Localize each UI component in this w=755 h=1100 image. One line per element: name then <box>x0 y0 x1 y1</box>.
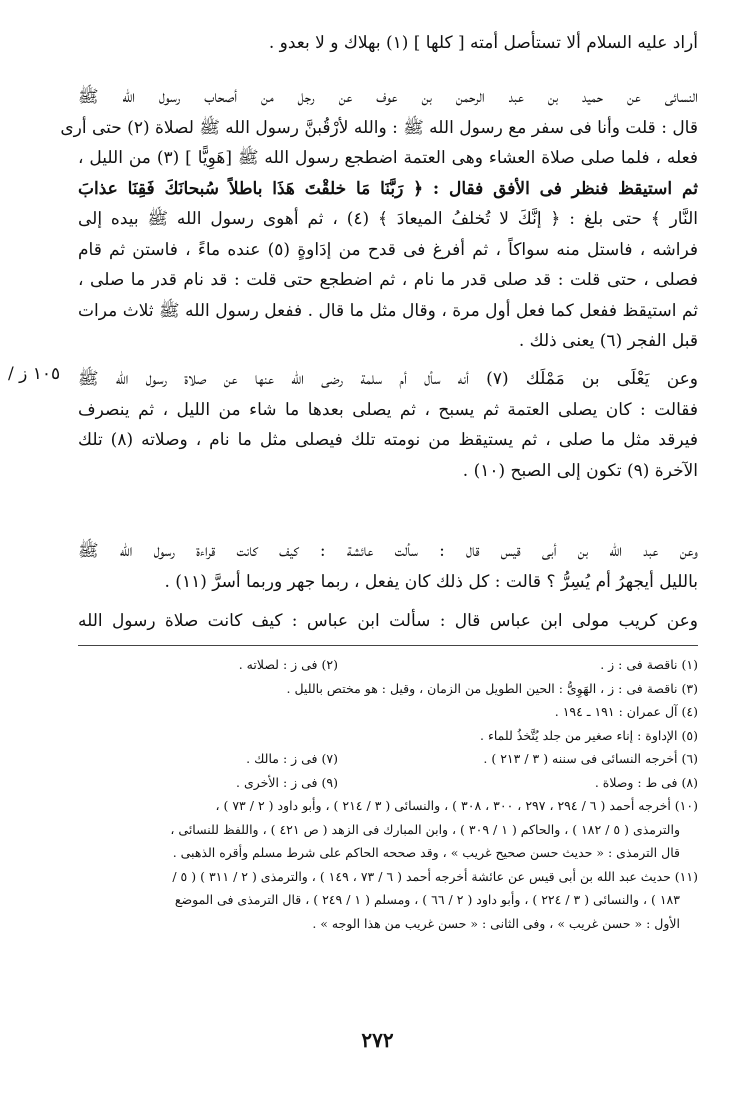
footnote: والترمذى ( ٥ / ١٨٢ ) ، والحاكم ( ١ / ٣٠٩ ) ، وابن المبارك فى الزهد ( ص ٤٢١ ) ، واللفظ للنسائى ، <box>170 821 680 837</box>
text-line: فيرقد مثل ما صلى ، ثم يستيقظ من نومته تلك فيصلى مثل ما نام ، وصلاته (٨) تلك <box>78 430 698 450</box>
footnote: (١) ناقصة فى : ز . <box>600 657 698 672</box>
text-line: النَّار ﴾ حتى بلغ : ﴿ إنَّكَ لا تُخلفُ الميعادَ ﴾ (٤) ، ثم أهوى رسول الله ﷺ بيده إلى <box>78 209 698 229</box>
footnote: (٥) الإداوة : إناء صغير من جلد يُتَّخذُ للماء . <box>480 727 698 743</box>
text-line: قبل الفجر (٦) يعنى ذلك . <box>518 331 698 351</box>
page-number: ٢٧٢ <box>361 1028 394 1052</box>
text-line: وعن يَعْلَى بن مَمْلَك (٧) أنه سأل أم سلمة رضى الله عنها عن صلاة رسول الله ﷺ <box>78 369 698 389</box>
footnote-divider <box>78 645 698 646</box>
footnote: (٩) فى ز : الأخرى . <box>236 774 338 790</box>
footnote: (٤) آل عمران : ١٩١ ـ ١٩٤ . <box>554 704 698 719</box>
text-line: فعله ، فلما صلى صلاة العشاء وهى العتمة اضطجع رسول الله ﷺ [هَوِيًّا ] (٣) من الليل ، <box>78 148 698 168</box>
paragraph-umm-salama <box>78 364 698 486</box>
text-line: فقالت : كان يصلى العتمة ثم يسبح ، ثم يصلى بعدها ما شاء من الليل ، ثم ينصرف <box>78 399 698 420</box>
paragraph-aisha-recitation <box>78 536 698 597</box>
paragraph-nasai-hadith <box>60 82 698 357</box>
text-line: وعن عبد الله بن أبى قيس قال : سألت عائشة : كيف كانت قراءة رسول الله ﷺ <box>78 541 698 561</box>
footnotes <box>78 653 698 935</box>
footnote: (١١) حديث عبد الله بن أبى قيس عن عائشة أخرجه أحمد ( ٦ / ٧٣ ، ١٤٩ ) ، والترمذى ( ٢ / ٣١١ ) ( ٥ / <box>172 868 698 884</box>
text-line: ثم استيقظ فنظر فى الأفق فقال : ﴿ رَبَّنَا مَا خلقْتَ هَذَا باطلاً سُبحانَكَ فَقِنَا عذابَ <box>78 178 698 199</box>
footnote: (٨) فى ط : وصلاة . <box>594 774 698 790</box>
paragraph-kurayb <box>78 606 698 637</box>
footnote-row <box>78 747 698 771</box>
footnote-row <box>78 653 698 677</box>
footnote-row <box>78 771 698 795</box>
footnote: (٣) ناقصة فى : ز ، الهَوِىُّ : الحين الطويل من الزمان ، وقيل : هو مختص بالليل . <box>286 680 698 696</box>
text-line: أراد عليه السلام ألا تستأصل أمته [ كلها ] (١) بهلاك و لا بعدو . <box>268 33 698 53</box>
footnote: (١٠) أخرجه أحمد ( ٦ / ٢٩٤ ، ٢٩٧ ، ٣٠٠ ، ٣٠٨ ) ، والنسائى ( ٣ / ٢١٤ ) ، وأبو داود ( ٢ / ٧٣ ) ، <box>215 798 698 813</box>
text-line: فصلى ، حتى قلت : قد صلى قدر ما نام ، ثم اضطجع حتى قلت : قد نام قدر ما صلى ، <box>78 270 698 290</box>
folio-margin-note: ١٠٥ ز / <box>8 364 61 384</box>
text-line: النسائى عن حميد بن عبد الرحمن بن عوف عن رجل من أصحاب رسول الله ﷺ <box>78 87 698 107</box>
text-line: بالليل أيجهرُ أم يُسِرُّ ؟ قالت : كل ذلك كان يفعل ، ربما جهر وربما أسرَّ (١١) . <box>164 571 698 592</box>
text-line: فراشه ، فاستل منه سواكاً ، ثم أفرغ فى قدح من إدَاوةٍ (٥) عنده ماءً ، فاستن ثم قام <box>78 239 698 260</box>
footnote: (٦) أخرجه النسائى فى سننه ( ٣ / ٢١٣ ) . <box>483 751 698 766</box>
footnote: قال الترمذى : « حديث حسن صحيح غريب » ، وقد صححه الحاكم على شرط مسلم وأقره الذهبى . <box>172 845 680 860</box>
text-line: ثم استيقظ ففعل كما فعل أول مرة ، وقال مثل ما قال . ففعل رسول الله ﷺ ثلاث مرات <box>78 300 698 321</box>
footnote: الأول : « حسن غريب » ، وفى الثانى : « حسن غريب من هذا الوجه » . <box>312 915 680 931</box>
text-line: وعن كريب مولى ابن عباس قال : سألت ابن عباس : كيف كانت صلاة رسول الله <box>78 611 698 631</box>
text-line: قال : قلت وأنا فى سفر مع رسول الله ﷺ : والله لأرْقُبنَّ رسول الله ﷺ لصلاة (٢) حتى أرى <box>60 117 698 138</box>
footnote: (٢) فى ز : لصلاته . <box>238 657 338 672</box>
text-line: الآخرة (٩) تكون إلى الصبح (١٠) . <box>462 460 698 481</box>
footnote: (٧) فى ز : مالك . <box>246 751 338 766</box>
footnote: ١٨٣ ) ، والنسائى ( ٣ / ٢٢٤ ) ، وأبو داود ( ٢ / ٦٦ ) ، ومسلم ( ١ / ٢٤٩ ) ، قال الترمذى فى الموضع <box>174 892 680 907</box>
paragraph-continuation <box>78 28 698 59</box>
